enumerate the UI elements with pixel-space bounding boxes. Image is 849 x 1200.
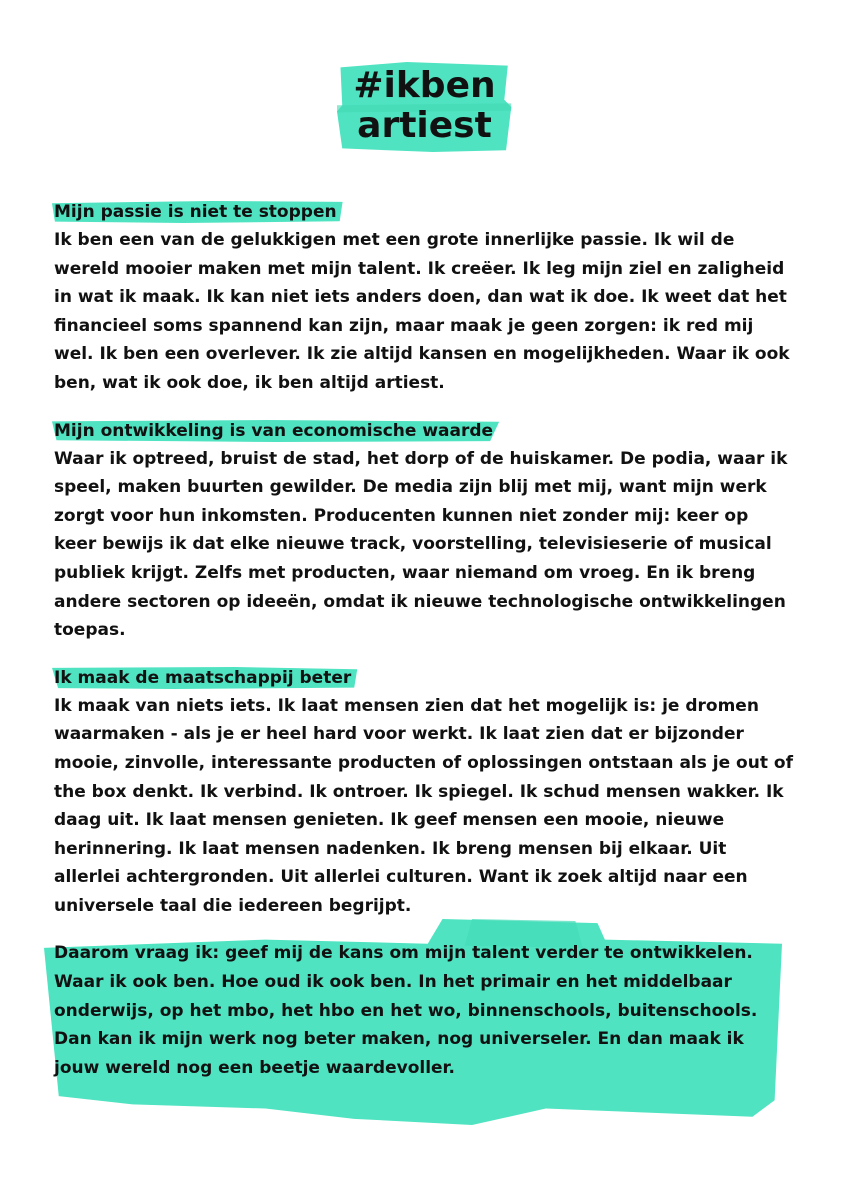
section-body: Waar ik optreed, bruist de stad, het dorp of de huiskamer. De podia, waar ik speel, maken buurten gewilder. De media zijn blij met mij, want mijn werk zorgt voor hun inkomsten. Producenten kunnen niet zonder mij: keer op keer bewijs ik dat elke nieuwe track, voorstelling, televisieserie of musical publiek krijgt. Zelfs met producten, waar niemand om vroeg. En ik breng andere sectoren op ideeën, omdat ik nieuwe technologische ontwikkelingen toepas. bbox=[54, 448, 788, 641]
title-line-1: #ikben bbox=[353, 65, 496, 106]
section-maatschappij bbox=[54, 664, 794, 921]
page-title bbox=[337, 62, 511, 152]
section-heading-highlight bbox=[52, 417, 499, 445]
title-line-2: artiest bbox=[357, 105, 492, 146]
section-heading: Mijn ontwikkeling is van economische waarde bbox=[54, 420, 494, 441]
section-passie bbox=[54, 198, 794, 398]
article-content bbox=[54, 198, 794, 1082]
section-heading: Ik maak de maatschappij beter bbox=[54, 667, 352, 688]
closing-body: Daarom vraag ik: geef mij de kans om mijn talent verder te ontwikkelen. Waar ik ook ben. Hoe oud ik ook ben. In het primair en het middelbaar onderwijs, op het mbo, het hbo en het wo, binnenschools, buitenschools. Dan kan ik mijn werk nog beter maken, nog universeler. En dan maak ik jouw wereld nog een beetje waardevoller. bbox=[54, 943, 758, 1078]
section-heading-highlight bbox=[52, 198, 343, 226]
section-economie bbox=[54, 417, 794, 645]
section-body: Ik ben een van de gelukkigen met een grote innerlijke passie. Ik wil de wereld mooier maken met mijn talent. Ik creëer. Ik leg mijn ziel en zaligheid in wat ik maak. Ik kan niet iets anders doen, dan wat ik doe. Ik weet dat het financieel soms spannend kan zijn, maar maak je geen zorgen: ik red mij wel. Ik ben een overlever. Ik zie altijd kansen en mogelijkheden. Waar ik ook ben, wat ik ook doe, ik ben altijd artiest. bbox=[54, 230, 790, 393]
closing-statement bbox=[54, 939, 794, 1082]
title-area bbox=[0, 62, 849, 152]
section-heading: Mijn passie is niet te stoppen bbox=[54, 202, 337, 222]
section-heading-highlight bbox=[52, 664, 357, 692]
section-body: Ik maak van niets iets. Ik laat mensen zien dat het mogelijk is: je dromen waarmaken - als je er heel hard voor werkt. Ik laat zien dat er bijzonder mooie, zinvolle, interessante producten of oplossingen ontstaan als je out of the box denkt. Ik verbind. Ik ontroer. Ik spiegel. Ik schud mensen wakker. Ik daag uit. Ik laat mensen genieten. Ik geef mensen een mooie, nieuwe herinnering. Ik laat mensen nadenken. Ik breng mensen bij elkaar. Uit allerlei achtergronden. Uit allerlei culturen. Want ik zoek altijd naar een universele taal die iedereen begrijpt. bbox=[54, 695, 793, 916]
